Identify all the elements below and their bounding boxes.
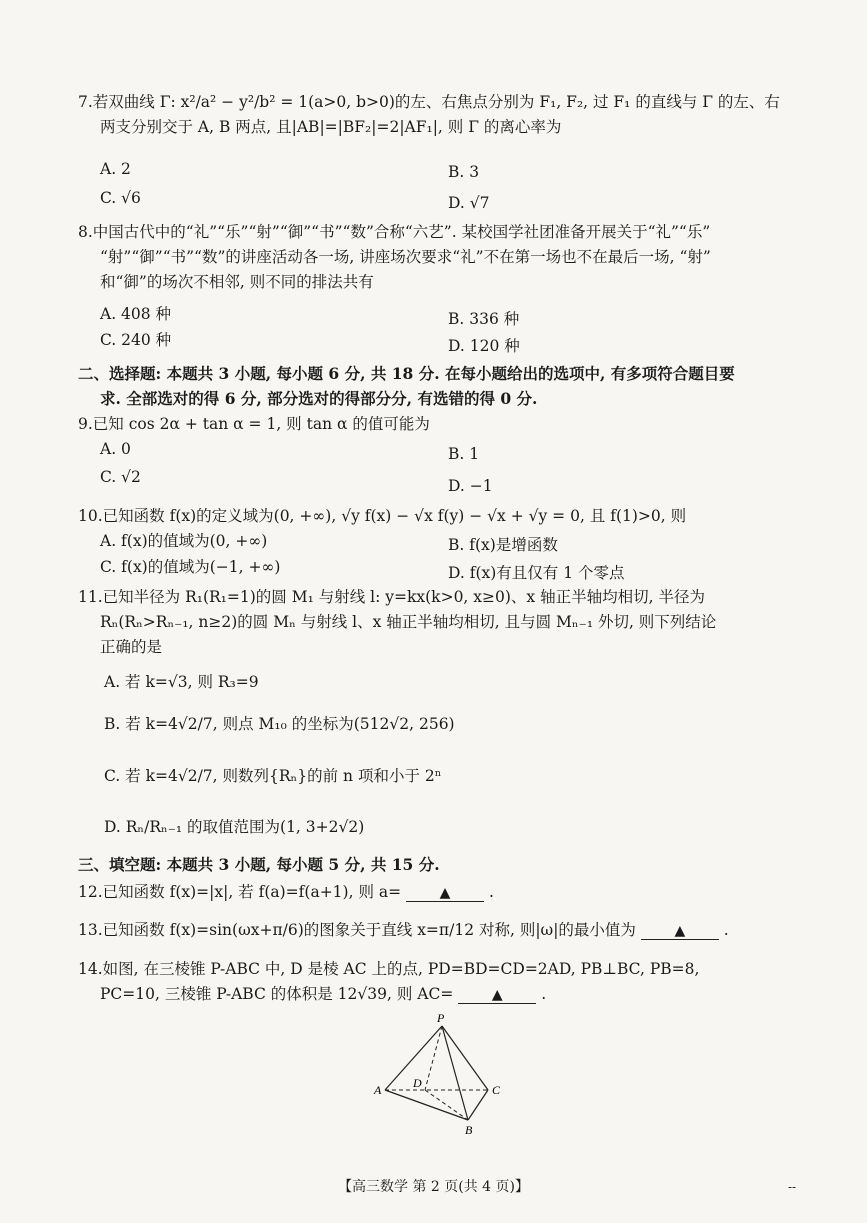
question-14-line-2 — [78, 982, 808, 1007]
question-10-line-1: 10.已知函数 f(x)的定义域为(0, +∞), √y f(x) − √x f(y) − √x + √y = 0, 且 f(1)>0, 则 — [78, 507, 687, 525]
question-12-text: 12.已知函数 f(x)=|x|, 若 f(a)=f(a+1), 则 a= — [78, 883, 402, 901]
blank-marker-icon: ▲ — [674, 923, 686, 939]
section-2-header — [78, 361, 818, 411]
page-footer: 【高三数学 第 2 页(共 4 页)】 — [338, 1179, 529, 1195]
question-7-option-b: B. 3 — [448, 163, 480, 181]
question-10-option-b: B. f(x)是增函数 — [448, 536, 558, 554]
question-9-option-c: C. √2 — [100, 468, 141, 486]
question-11-line-1: 11.已知半径为 R₁(R₁=1)的圆 M₁ 与射线 l: y=kx(k>0, x≥0)、x 轴正半轴均相切, 半径为 — [78, 588, 705, 606]
question-7-line-2: 两支分别交于 A, B 两点, 且|AB|=|BF₂|=2|AF₁|, 则 Γ 的离心率为 — [100, 118, 562, 136]
question-11-option-b: B. 若 k=4√2/7, 则点 M₁₀ 的坐标为(512√2, 256) — [104, 715, 455, 733]
question-10-option-a: A. f(x)的值域为(0, +∞) — [100, 532, 268, 550]
question-12-end: . — [488, 883, 494, 901]
question-10-option-c: C. f(x)的值域为(−1, +∞) — [100, 558, 281, 576]
vertex-label-c: C — [492, 1083, 501, 1097]
question-11 — [78, 585, 808, 660]
question-7-option-c: C. √6 — [100, 189, 141, 207]
question-14 — [78, 957, 808, 1007]
question-10-option-d: D. f(x)有且仅有 1 个零点 — [448, 564, 625, 582]
question-8-option-a: A. 408 种 — [100, 305, 172, 323]
question-13-end: . — [723, 921, 729, 939]
question-11-line-3: 正确的是 — [100, 638, 163, 656]
question-14-line-1: 14.如图, 在三棱锥 P-ABC 中, D 是棱 AC 上的点, PD=BD=CD=2AD, PB⊥BC, PB=8, — [78, 960, 700, 978]
question-13 — [78, 918, 808, 943]
vertex-label-b: B — [465, 1123, 473, 1137]
vertex-label-a: A — [374, 1083, 382, 1097]
question-8-option-c: C. 240 种 — [100, 331, 172, 349]
vertex-label-p: P — [437, 1011, 445, 1025]
question-8-option-b: B. 336 种 — [448, 310, 520, 328]
question-9 — [78, 412, 808, 437]
question-8-line-1: 8.中国古代中的“礼”“乐”“射”“御”“书”“数”合称“六艺”. 某校国学社团准备开展关于“礼”“乐” — [78, 223, 711, 241]
question-7-option-a: A. 2 — [100, 160, 131, 178]
edge-ab — [385, 1090, 468, 1120]
question-8-line-2: “射”“御”“书”“数”的讲座活动各一场, 讲座场次要求“礼”不在第一场也不在最后一场, “射” — [100, 248, 711, 266]
question-12-answer-blank[interactable] — [406, 885, 484, 902]
section-3-line-1: 三、填空题: 本题共 3 小题, 每小题 5 分, 共 15 分. — [78, 855, 440, 874]
question-9-line-1: 9.已知 cos 2α + tan α = 1, 则 tan α 的值可能为 — [78, 415, 430, 433]
question-13-text: 13.已知函数 f(x)=sin(ωx+π/6)的图象关于直线 x=π/12 对称, 则|ω|的最小值为 — [78, 921, 636, 939]
question-9-option-d: D. −1 — [448, 477, 493, 495]
question-7-option-d: D. √7 — [448, 194, 490, 212]
vertex-label-d: D — [413, 1076, 422, 1090]
question-14-answer-blank[interactable] — [458, 987, 536, 1004]
question-13-answer-blank[interactable] — [641, 923, 719, 940]
question-8-line-3: 和“御”的场次不相邻, 则不同的排法共有 — [100, 273, 374, 291]
blank-marker-icon: ▲ — [491, 987, 503, 1003]
question-14-end: . — [541, 985, 547, 1003]
question-8 — [78, 220, 808, 295]
question-7 — [78, 90, 808, 140]
question-12 — [78, 880, 808, 905]
question-9-option-a: A. 0 — [100, 440, 131, 458]
question-11-option-c: C. 若 k=4√2/7, 则数列{Rₙ}的前 n 项和小于 2ⁿ — [104, 767, 442, 785]
section-2-line-2: 求. 全部选对的得 6 分, 部分选对的得部分分, 有选错的得 0 分. — [100, 389, 538, 408]
edge-bc — [468, 1090, 488, 1120]
question-11-option-d: D. Rₙ/Rₙ₋₁ 的取值范围为(1, 3+2√2) — [104, 818, 365, 836]
question-8-option-d: D. 120 种 — [448, 337, 520, 355]
question-9-option-b: B. 1 — [448, 445, 480, 463]
question-11-option-a: A. 若 k=√3, 则 R₃=9 — [104, 673, 259, 691]
question-10 — [78, 504, 808, 529]
section-2-line-1: 二、选择题: 本题共 3 小题, 每小题 6 分, 共 18 分. 在每小题给出的选项中, 有多项符合题目要 — [78, 364, 735, 383]
edge-pc — [442, 1026, 488, 1090]
question-11-line-2: Rₙ(Rₙ>Rₙ₋₁, n≥2)的圆 Mₙ 与射线 l、x 轴正半轴均相切, 且与圆 Mₙ₋₁ 外切, 则下列结论 — [100, 613, 717, 631]
question-14-line-2-text: PC=10, 三棱锥 P-ABC 的体积是 12√39, 则 AC= — [100, 985, 454, 1003]
corner-mark: -- — [788, 1180, 797, 1194]
section-3-header — [78, 852, 818, 877]
edge-pb — [442, 1026, 468, 1120]
question-7-line-1: 7.若双曲线 Γ: x²/a² − y²/b² = 1(a>0, b>0)的左、右焦点分别为 F₁, F₂, 过 F₁ 的直线与 Γ 的左、右 — [78, 93, 780, 111]
tetrahedron-figure — [370, 1010, 520, 1140]
blank-marker-icon: ▲ — [439, 885, 451, 901]
